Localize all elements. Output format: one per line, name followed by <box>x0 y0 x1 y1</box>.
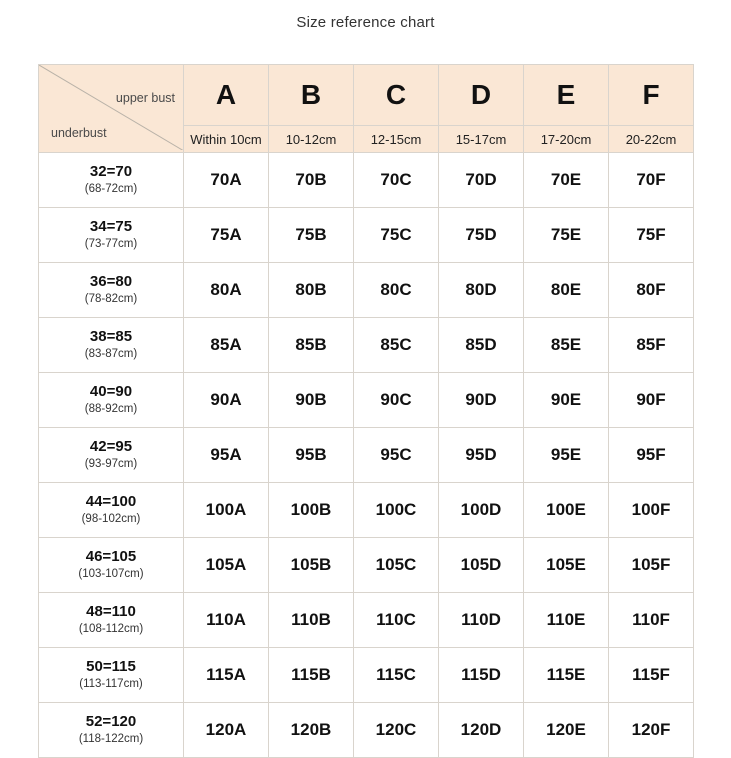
size-cell: 85D <box>439 318 524 373</box>
size-cell: 110C <box>354 593 439 648</box>
size-cell: 115D <box>439 648 524 703</box>
size-cell: 90E <box>524 373 609 428</box>
underbust-size: 40=90 <box>89 383 133 401</box>
table-row <box>39 263 694 318</box>
size-cell: 100C <box>354 483 439 538</box>
underbust-size: 34=75 <box>89 218 133 236</box>
size-cell: 75F <box>609 208 694 263</box>
size-cell: 115F <box>609 648 694 703</box>
size-cell: 90B <box>269 373 354 428</box>
size-cell: 90A <box>184 373 269 428</box>
size-cell: 115A <box>184 648 269 703</box>
size-cell: 70D <box>439 153 524 208</box>
underbust-row-label <box>39 703 184 758</box>
table-row <box>39 153 694 208</box>
size-cell: 105E <box>524 538 609 593</box>
size-cell: 115C <box>354 648 439 703</box>
size-cell: 85C <box>354 318 439 373</box>
size-cell: 105A <box>184 538 269 593</box>
underbust-row-label <box>39 538 184 593</box>
corner-header-cell <box>39 65 184 153</box>
underbust-size: 48=110 <box>86 603 136 621</box>
table-header-row-cups <box>39 65 694 126</box>
table-row <box>39 373 694 428</box>
table-row <box>39 703 694 758</box>
size-reference-table-container <box>38 64 693 758</box>
cup-range-header: 10-12cm <box>269 126 354 153</box>
size-cell: 100E <box>524 483 609 538</box>
underbust-size: 38=85 <box>89 328 133 346</box>
underbust-size: 46=105 <box>85 548 137 566</box>
size-cell: 75E <box>524 208 609 263</box>
underbust-size: 52=120 <box>85 713 137 731</box>
size-cell: 90D <box>439 373 524 428</box>
cup-range-header: 20-22cm <box>609 126 694 153</box>
underbust-row-label <box>39 208 184 263</box>
underbust-size: 42=95 <box>89 438 133 456</box>
size-cell: 105B <box>269 538 354 593</box>
cup-header-c: C <box>354 65 439 126</box>
size-cell: 70B <box>269 153 354 208</box>
size-cell: 120F <box>609 703 694 758</box>
underbust-range: (118-122cm) <box>78 733 144 746</box>
page-title: Size reference chart <box>296 14 435 31</box>
cup-header-e: E <box>524 65 609 126</box>
underbust-range: (73-77cm) <box>84 238 138 251</box>
size-cell: 90C <box>354 373 439 428</box>
upper-bust-label: upper bust <box>115 91 175 105</box>
size-cell: 120C <box>354 703 439 758</box>
size-cell: 120B <box>269 703 354 758</box>
size-cell: 95F <box>609 428 694 483</box>
size-cell: 70C <box>354 153 439 208</box>
size-cell: 95E <box>524 428 609 483</box>
size-cell: 120D <box>439 703 524 758</box>
size-cell: 110E <box>524 593 609 648</box>
size-cell: 110D <box>439 593 524 648</box>
size-cell: 95D <box>439 428 524 483</box>
size-cell: 80D <box>439 263 524 318</box>
underbust-size: 32=70 <box>89 163 133 181</box>
cup-range-header: 12-15cm <box>354 126 439 153</box>
underbust-range: (103-107cm) <box>78 568 144 581</box>
underbust-size: 44=100 <box>85 493 137 511</box>
size-cell: 80B <box>269 263 354 318</box>
size-cell: 95B <box>269 428 354 483</box>
size-cell: 120E <box>524 703 609 758</box>
size-cell: 95A <box>184 428 269 483</box>
size-cell: 110F <box>609 593 694 648</box>
size-cell: 75C <box>354 208 439 263</box>
size-cell: 100B <box>269 483 354 538</box>
size-cell: 105F <box>609 538 694 593</box>
cup-header-a: A <box>184 65 269 126</box>
size-cell: 80E <box>524 263 609 318</box>
size-cell: 100A <box>184 483 269 538</box>
size-cell: 85F <box>609 318 694 373</box>
table-row <box>39 483 694 538</box>
underbust-range: (113-117cm) <box>79 678 143 691</box>
size-cell: 100F <box>609 483 694 538</box>
underbust-range: (93-97cm) <box>84 458 138 471</box>
underbust-row-label <box>39 153 184 208</box>
size-cell: 110B <box>269 593 354 648</box>
underbust-range: (83-87cm) <box>84 348 138 361</box>
underbust-range: (88-92cm) <box>84 403 138 416</box>
underbust-row-label <box>39 483 184 538</box>
table-row <box>39 538 694 593</box>
size-cell: 100D <box>439 483 524 538</box>
cup-range-header: Within 10cm <box>184 126 269 153</box>
size-cell: 105D <box>439 538 524 593</box>
size-cell: 80F <box>609 263 694 318</box>
underbust-row-label <box>39 318 184 373</box>
size-cell: 115B <box>269 648 354 703</box>
size-cell: 85B <box>269 318 354 373</box>
cup-header-b: B <box>269 65 354 126</box>
underbust-row-label <box>39 263 184 318</box>
underbust-row-label <box>39 593 184 648</box>
table-row <box>39 648 694 703</box>
size-cell: 90F <box>609 373 694 428</box>
size-cell: 75A <box>184 208 269 263</box>
size-cell: 115E <box>524 648 609 703</box>
size-cell: 70A <box>184 153 269 208</box>
underbust-size: 36=80 <box>89 273 133 291</box>
table-row <box>39 428 694 483</box>
cup-header-f: F <box>609 65 694 126</box>
underbust-range: (68-72cm) <box>84 183 138 196</box>
table-row <box>39 593 694 648</box>
size-cell: 75B <box>269 208 354 263</box>
table-row <box>39 208 694 263</box>
underbust-row-label <box>39 428 184 483</box>
size-cell: 80A <box>184 263 269 318</box>
size-cell: 95C <box>354 428 439 483</box>
underbust-range: (98-102cm) <box>81 513 141 526</box>
size-cell: 85E <box>524 318 609 373</box>
size-cell: 75D <box>439 208 524 263</box>
cup-range-header: 17-20cm <box>524 126 609 153</box>
size-cell: 70F <box>609 153 694 208</box>
size-cell: 110A <box>184 593 269 648</box>
underbust-label: underbust <box>51 126 107 140</box>
underbust-range: (78-82cm) <box>84 293 138 306</box>
cup-header-d: D <box>439 65 524 126</box>
size-reference-table <box>38 64 694 758</box>
underbust-range: (108-112cm) <box>78 623 144 636</box>
size-cell: 85A <box>184 318 269 373</box>
size-cell: 80C <box>354 263 439 318</box>
underbust-row-label <box>39 648 184 703</box>
size-cell: 105C <box>354 538 439 593</box>
size-cell: 120A <box>184 703 269 758</box>
table-row <box>39 318 694 373</box>
cup-range-header: 15-17cm <box>439 126 524 153</box>
underbust-size: 50=115 <box>86 658 136 676</box>
size-cell: 70E <box>524 153 609 208</box>
underbust-row-label <box>39 373 184 428</box>
